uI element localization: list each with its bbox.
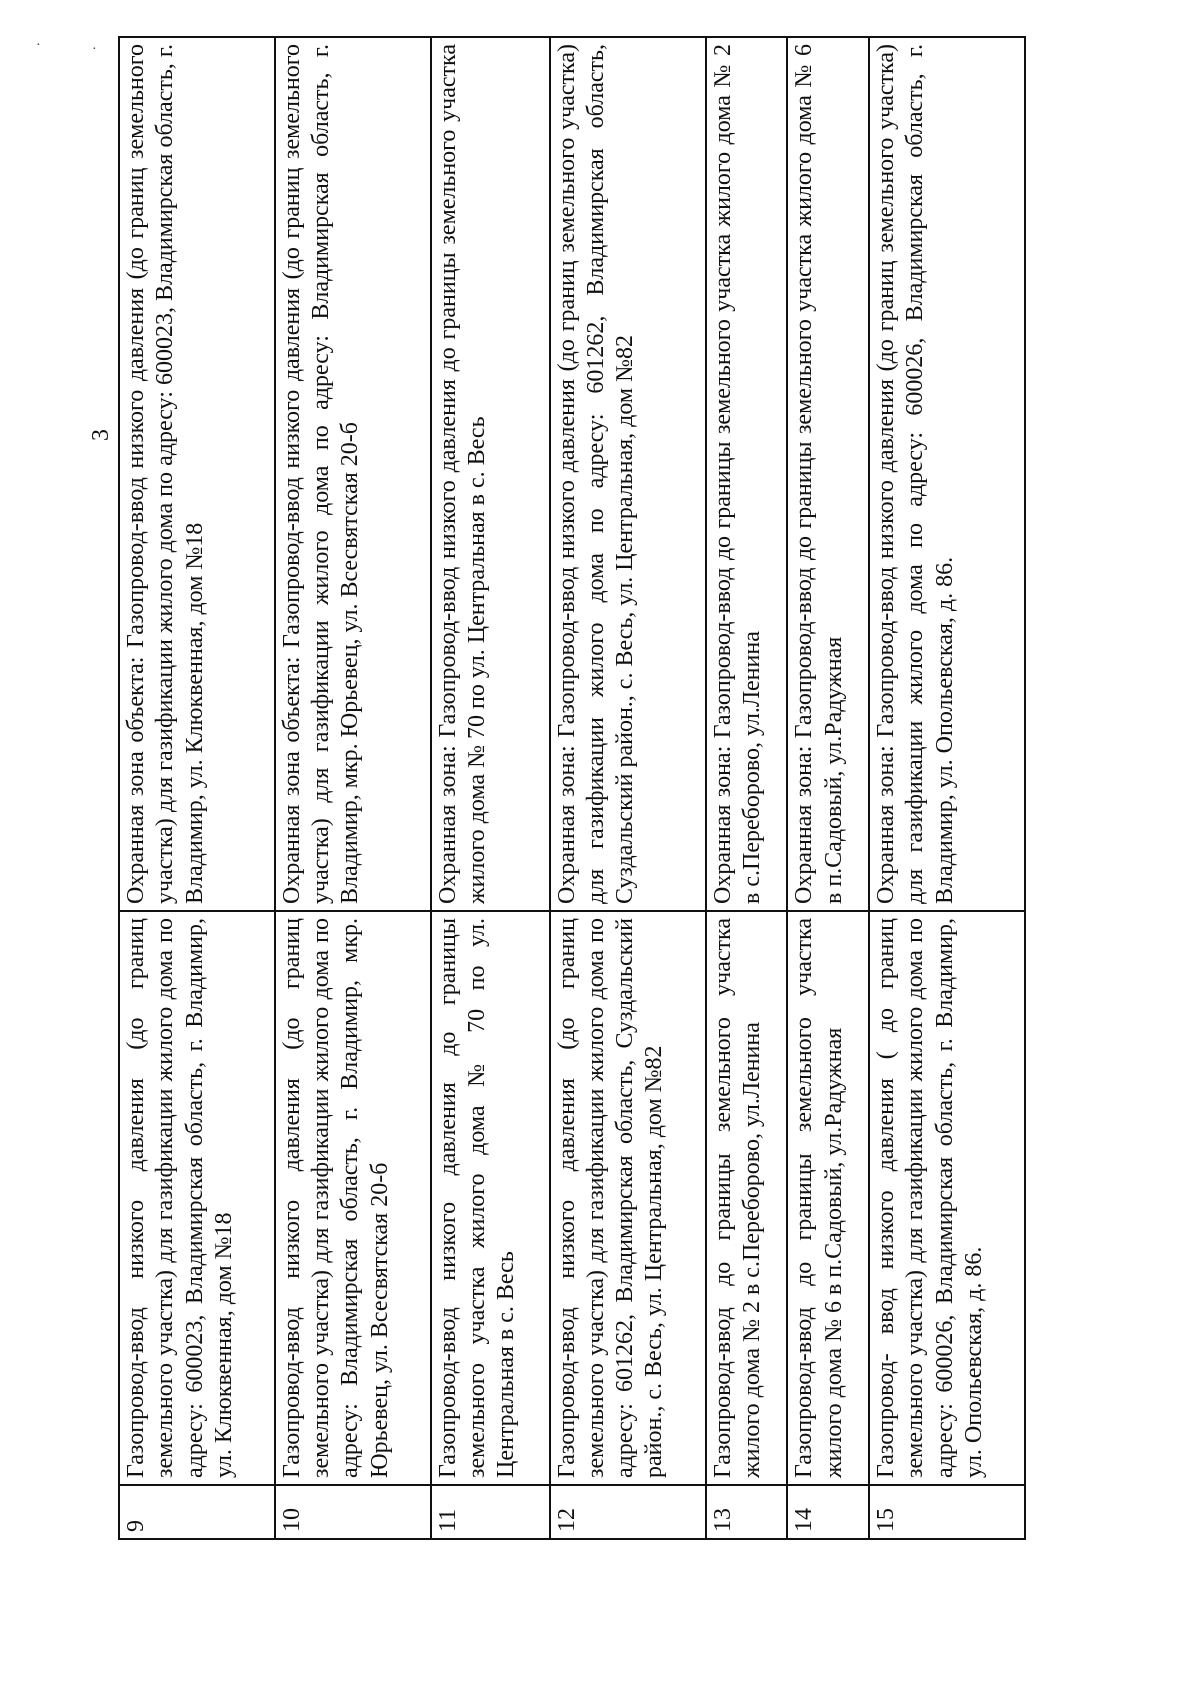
row-number: 15: [869, 1485, 1025, 1539]
row-number: 10: [275, 1485, 431, 1539]
page-number: 3: [88, 429, 114, 441]
scan-speck: ·: [36, 38, 41, 53]
protection-zone: Охранная зона: Газопровод-ввод до границы земельного участка жилого дома № 6 в п.Садовый, ул.Радужная: [787, 37, 869, 911]
table-row: [706, 37, 788, 1539]
row-number: 14: [787, 1485, 869, 1539]
protection-zone: Охранная зона объекта: Газопровод-ввод низкого давления (до границ земельного участка) для газификации жилого дома по адресу: 600023, Владимирская область, г. Владимир, ул. Клюквенная, дом №18: [119, 37, 275, 911]
table-row: [787, 37, 869, 1539]
scan-speck: ·: [92, 42, 97, 57]
table-row: [869, 37, 1025, 1539]
row-number: 11: [431, 1485, 550, 1539]
table-row: [431, 37, 550, 1539]
object-description: Газопровод- ввод низкого давления ( до границ земельного участка) для газификации жилого дома по адресу: 600026, Владимирская область, г. Владимир, ул. Опольевская, д. 86.: [869, 911, 1025, 1485]
table-row: [550, 37, 706, 1539]
object-description: Газопровод-ввод низкого давления (до границ земельного участка) для газификации жилого дома по адресу: Владимирская область, г. Владимир, мкр. Юрьевец, ул. Всесвятская 20-б: [275, 911, 431, 1485]
protection-zone: Охранная зона объекта: Газопровод-ввод низкого давления (до границ земельного участка) для газификации жилого дома по адресу: Владимирская область, г. Владимир, мкр. Юрьевец, ул. Всесвятская 20-б: [275, 37, 431, 911]
objects-table: [118, 36, 1026, 1540]
table-row: [275, 37, 431, 1539]
object-description: Газопровод-ввод до границы земельного участка жилого дома № 2 в с.Переборово, ул.Ленина: [706, 911, 788, 1485]
object-description: Газопровод-ввод до границы земельного участка жилого дома № 6 в п.Садовый, ул.Радужная: [787, 911, 869, 1485]
protection-zone: Охранная зона: Газопровод-ввод до границы земельного участка жилого дома № 2 в с.Переборово, ул.Ленина: [706, 37, 788, 911]
protection-zone: Охранная зона: Газопровод-ввод низкого давления (до границ земельного участка) для газификации жилого дома по адресу: 601262, Владимирская область, Суздальский район., с. Весь, ул. Центральная, дом №82: [550, 37, 706, 911]
object-description: Газопровод-ввод низкого давления до границы земельного участка жилого дома № 70 по ул. Центральная в с. Весь: [431, 911, 550, 1485]
row-number: 9: [119, 1485, 275, 1539]
object-description: Газопровод-ввод низкого давления (до границ земельного участка) для газификации жилого дома по адресу: 601262, Владимирская область, Суздальский район., с. Весь, ул. Центральная, дом №82: [550, 911, 706, 1485]
row-number: 12: [550, 1485, 706, 1539]
object-description: Газопровод-ввод низкого давления (до границ земельного участка) для газификации жилого дома по адресу: 600023, Владимирская область, г. Владимир, ул. Клюквенная, дом №18: [119, 911, 275, 1485]
protection-zone: Охранная зона: Газопровод-ввод низкого давления (до границ земельного участка) для газификации жилого дома по адресу: 600026, Владимирская область, г. Владимир, ул. Опольевская, д. 86.: [869, 37, 1025, 911]
rotated-table-wrapper: [118, 44, 1026, 1540]
protection-zone: Охранная зона: Газопровод-ввод низкого давления до границы земельного участка жилого дома № 70 по ул. Центральная в с. Весь: [431, 37, 550, 911]
table-row: [119, 37, 275, 1539]
row-number: 13: [706, 1485, 788, 1539]
